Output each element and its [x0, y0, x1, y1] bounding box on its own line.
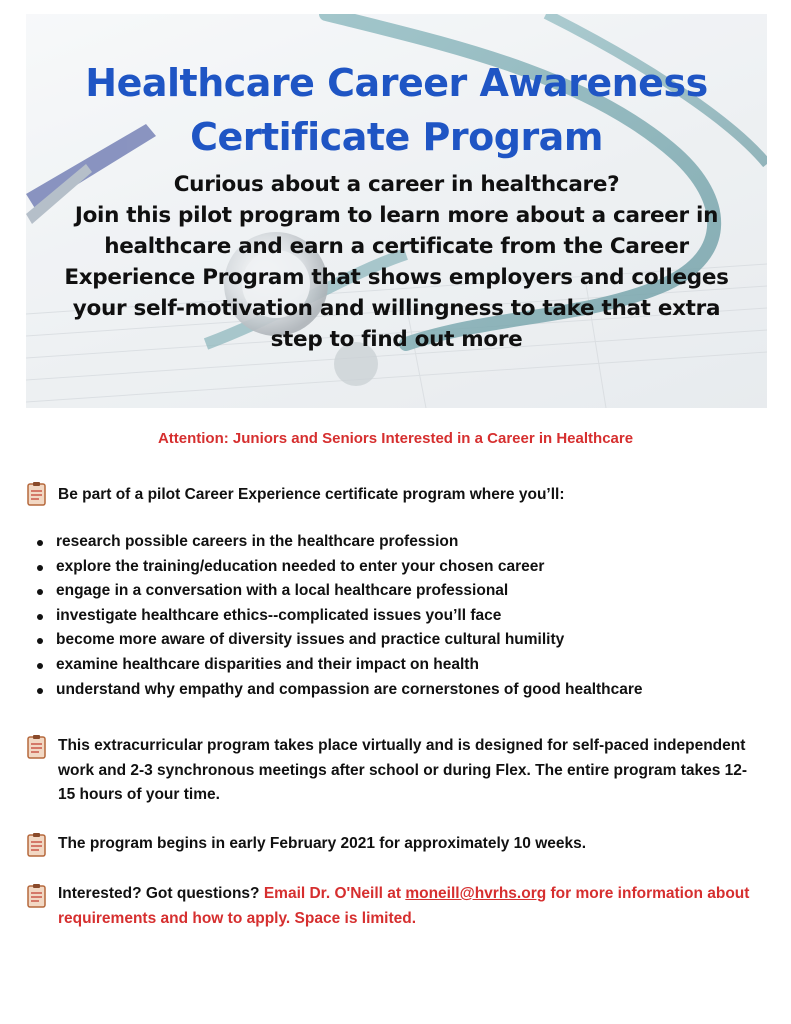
subtitle-line: Experience Program that shows employers and colleges	[64, 265, 729, 290]
list-item: examine healthcare disparities and their impact on health	[36, 653, 776, 678]
list-item: research possible careers in the healthcare profession	[36, 530, 776, 555]
subtitle-line: healthcare and earn a certificate from the Career	[104, 234, 689, 259]
format-paragraph: This extracurricular program takes place virtually and is designed for self-paced independent work and 2-3 synchronous meetings after school or during Flex. The entire program takes 12-15 hours of your time.	[58, 737, 748, 803]
subtitle-line: Curious about a career in healthcare?	[173, 172, 620, 197]
hero-banner	[26, 14, 767, 408]
program-subtitle	[26, 169, 767, 355]
intro-paragraph: Be part of a pilot Career Experience certificate program where you’ll:	[58, 486, 565, 503]
schedule-paragraph: The program begins in early February 2021 for approximately 10 weeks.	[58, 835, 587, 852]
contact-lead: Interested? Got questions?	[58, 885, 264, 902]
clipboard-icon	[26, 832, 48, 858]
list-item: engage in a conversation with a local healthcare professional	[36, 579, 776, 604]
contact-email-prompt: Email Dr. O'Neill at	[263, 885, 406, 902]
subtitle-line: step to find out more	[270, 327, 523, 352]
list-item: explore the training/education needed to enter your chosen career	[36, 555, 776, 580]
contact-paragraph	[58, 882, 758, 931]
attention-heading: Attention: Juniors and Seniors Interested in a Career in Healthcare	[157, 430, 634, 447]
email-link[interactable]: moneill@hvrhs.org	[405, 885, 547, 902]
contact-tail: for more information about requirements and how to apply. Space is limited.	[58, 885, 750, 927]
list-item: investigate healthcare ethics--complicated issues you’ll face	[36, 604, 776, 629]
program-title-line-2: Certificate Program	[190, 115, 603, 159]
list-item: become more aware of diversity issues and practice cultural humility	[36, 628, 776, 653]
benefits-list	[36, 530, 776, 702]
clipboard-icon	[26, 734, 48, 760]
list-item: understand why empathy and compassion are cornerstones of good healthcare	[36, 678, 776, 703]
program-title-line-1: Healthcare Career Awareness	[85, 61, 708, 105]
clipboard-icon	[26, 883, 48, 909]
subtitle-line: Join this pilot program to learn more about a career in	[74, 203, 719, 228]
subtitle-line: your self-motivation and willingness to take that extra	[72, 296, 721, 321]
clipboard-icon	[26, 481, 48, 507]
